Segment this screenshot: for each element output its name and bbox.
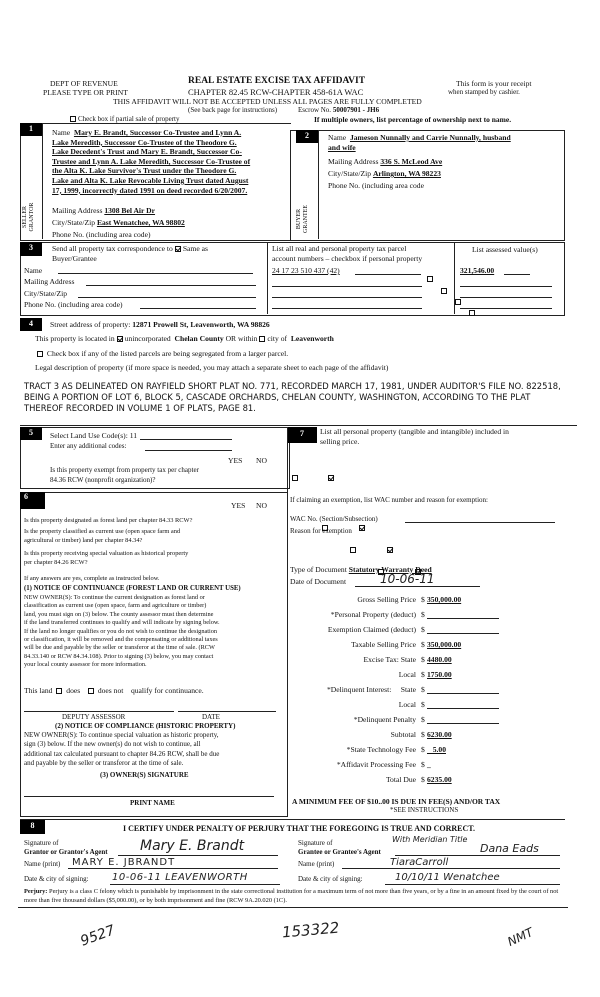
partial-sale-checkbox[interactable] [70,116,76,122]
additional-codes-label: Enter any additional codes: [50,442,127,450]
notice-of-compliance-title: (2) NOTICE OF COMPLIANCE (HISTORIC PROPERTY) [55,722,236,730]
currency-symbol: $ [421,610,425,619]
fee-value[interactable] [427,693,499,694]
personal-property-checkbox-1[interactable] [427,276,433,282]
fee-row [288,637,578,652]
fee-value[interactable] [427,618,499,619]
city-of-checkbox[interactable] [259,336,265,342]
fee-value[interactable]: 350,000.00 [427,595,462,604]
grantee-signature[interactable]: Dana Eads [480,842,539,855]
grantor-signature-label: Signature of Grantor or Grantor's Agent [24,839,108,856]
print-name-label: PRINT NAME [130,799,175,807]
fee-table [288,592,578,787]
fee-value[interactable]: 5.00 [427,745,446,754]
fee-label: Subtotal [390,730,416,739]
buyer-grantee-label: BUYER GRANTEE [296,205,309,233]
fee-row [288,667,578,682]
buyer-mailing-address-field[interactable]: Mailing Address 336 S. McLeod Ave [328,157,443,166]
notice-of-continuance-title: (1) NOTICE OF CONTINUANCE (FOREST LAND OR CURRENT USE) [24,585,241,592]
if-yes-instruction: If any answers are yes, complete as instructed below. [24,575,160,582]
correspondence-phone-input[interactable] [140,308,256,309]
parcel-number-2[interactable] [272,286,422,287]
fee-row [288,697,578,712]
section-1-number: 1 [20,123,42,136]
currency-symbol: $ [421,715,425,724]
correspondence-name-label: Name [24,266,43,275]
does-qualify-checkbox[interactable] [56,688,62,694]
legal-description-label: Legal description of property (if more space is needed, you may attach a separate sheet to each page of the affidavit) [35,363,389,372]
fee-label: Total Due [385,775,416,784]
fee-label: *State Technology Fee [346,745,416,754]
currency-symbol: $ [421,670,425,679]
parcel-number-1[interactable]: 24 17 23 510 437 (42) [272,266,340,275]
street-address-field[interactable]: Street address of property: 12871 Prowell St, Leavenworth, WA 98826 [50,320,270,329]
handwritten-note-left: 9527 [78,922,118,950]
divider [20,819,565,820]
seller-phone-field[interactable]: Phone No. (including area code) [52,230,151,239]
document-date-line [355,586,480,587]
divider [287,425,577,426]
section-3-number: 3 [20,242,42,256]
unincorporated-checkbox[interactable] [117,336,123,342]
fee-row [288,622,578,637]
grantee-printed-name[interactable]: TiaraCarroll [390,857,449,868]
section-5-number: 5 [20,427,42,440]
deputy-assessor-signature-line[interactable] [24,711,174,712]
exempt-no-checkbox[interactable] [328,475,334,481]
no-header: NO [256,456,267,465]
owner-signature-label: (3) OWNER(S) SIGNATURE [100,771,189,779]
grantor-date-label: Date & city of signing: [24,875,89,883]
buyer-city-field[interactable]: City/State/Zip Arlington, WA 98223 [328,169,441,178]
document-type-field[interactable]: Type of Document Statutory Warranty Deed [290,565,432,574]
fee-row [288,592,578,607]
fee-label: *Delinquent Interest: State [327,685,416,694]
assessed-line [504,274,530,275]
fee-row [288,757,578,772]
divider [42,123,43,239]
fee-row [288,742,578,757]
correspondence-name-input[interactable] [58,273,253,274]
fee-value[interactable]: 4480.00 [427,655,452,664]
grantor-name-line [68,868,278,869]
does-not-qualify-checkbox[interactable] [88,688,94,694]
send-correspondence-label: Send all property tax correspondence to Same as Buyer/Grantee [52,244,208,263]
fee-value[interactable]: _ [427,760,431,769]
see-instructions-note: *SEE INSTRUCTIONS [390,806,459,814]
correspondence-city-input[interactable] [78,297,256,298]
currency-symbol: $ [421,745,425,754]
perjury-notice: Perjury: Perjury is a class C felony which is punishable by imprisonment in the state correctional institution for a maximum term of not more than five years, or by a fine in an amount fixed by the court of not more than five thousand dollars ($5,000.00), or by both imprisonment and fine (RCW 9A.20.020 (1C). [24,888,559,904]
fee-label: Exemption Claimed (deduct) [327,625,416,634]
exempt-question: Is this property exempt from property tax per chapter 84.36 RCW (nonprofit organization)? [50,466,199,484]
currency-symbol: $ [421,730,425,739]
correspondence-city-label: City/State/Zip [24,289,68,298]
fee-label: *Personal Property (deduct) [330,610,416,619]
grantee-signature-label: Signature of Grantee or Grantee's Agent [298,839,381,856]
grantee-name-label: Name (print) [298,860,335,868]
section-6-number: 6 [20,492,45,509]
buyer-name-field[interactable]: Name Jameson Nunnally and Carrie Nunnally, husband and wife [328,133,511,152]
buyer-phone-field[interactable]: Phone No. (including area code [328,181,424,190]
handwritten-note-right: NMT [505,925,536,949]
currency-symbol: $ [421,775,425,784]
wac-number-input[interactable] [405,522,555,523]
certification-statement: I CERTIFY UNDER PENALTY OF PERJURY THAT THE FOREGOING IS TRUE AND CORRECT. [123,824,476,833]
seller-mailing-address-field[interactable]: Mailing Address 1308 Bel Air Dr [52,206,156,215]
fee-row [288,607,578,622]
assessed-value-3[interactable] [460,297,552,298]
receipt-note-2: when stamped by cashier. [448,88,520,96]
segregated-checkbox[interactable] [37,351,43,357]
escrow-number: Escrow No. 50007901 - JH6 [298,106,380,114]
section-2-number: 2 [296,130,318,143]
grantee-signature-line [395,855,560,856]
deputy-assessor-label: DEPUTY ASSESSOR [62,713,126,721]
minimum-fee-notice: A MINIMUM FEE OF $10..00 IS DUE IN FEE(S) AND/OR TAX [292,797,501,806]
fee-label: Local [398,700,416,709]
currency-symbol: $ [421,655,425,664]
exemption-prompt: If claiming an exemption, list WAC number and reason for exemption: [290,496,488,504]
segregated-option: Check box if any of the listed parcels are being segregated from a larger parcel. [35,349,288,359]
personal-property-checkbox-3[interactable] [455,299,461,305]
fee-value[interactable] [427,633,499,634]
currency-symbol: $ [421,685,425,694]
correspondence-mailing-label: Mailing Address [24,277,75,286]
parcel-line [355,274,421,275]
section-7-number: 7 [287,427,317,443]
yes-header: YES [228,456,243,465]
document-date-label: Date of Document [290,577,347,586]
currency-symbol: $ [421,625,425,634]
qualify-continuance: This land does does not qualify for continuance. [24,686,204,695]
exemption-reason-label: Reason for exemption [290,527,352,535]
grantee-date-line [385,884,560,885]
parcel-number-3[interactable] [272,297,422,298]
fee-row [288,652,578,667]
land-use-line [140,439,232,440]
fee-row [288,682,578,697]
currency-symbol: $ [421,595,425,604]
fee-row [288,772,578,787]
grantor-signature-line [118,855,278,856]
document-date-value[interactable]: 10-06-11 [380,572,435,586]
fee-label: Gross Selling Price [357,595,416,604]
assessed-value-header: List assessed value(s) [472,245,538,254]
receipt-note-1: This form is your receipt [456,79,532,88]
grantor-printed-name[interactable]: MARY E. JBRANDT [72,857,176,868]
assessor-date-line[interactable] [178,711,276,712]
correspondence-mailing-input[interactable] [86,285,256,286]
fee-value[interactable]: 350,000.00 [427,640,462,649]
fee-label: *Affidavit Processing Fee [336,760,416,769]
fee-label: Taxable Selling Price [351,640,416,649]
same-as-buyer-checkbox[interactable] [175,246,181,252]
divider [18,907,568,908]
fee-label: Excise Tax: State [363,655,416,664]
parcel-number-4[interactable] [272,308,422,309]
see-back-note: (See back page for instructions) [188,106,278,114]
section-4-number: 4 [20,318,42,331]
grantee-date-label: Date & city of signing: [298,875,363,883]
divider [267,242,268,314]
notice-of-continuance-text: NEW OWNER(S): To continue the current designation as forest land or classification as current use (open space, farm and agriculture or timber) land, you must sign on (3) below. The county assessor must then determine if the land transferred continues to qualify and will indicate by signing below. If the land no longer qualifies or you do not wish to continue the designation or classification, it will be removed and the compensating or additional taxes will be due and payable by the seller or transferor at the time of sale. (RCW 84.33.140 or RCW 84.34.108). Prior to signing (3) below, you may contact your local county assessor for more information. [24,594,220,669]
currency-symbol: $ [421,760,425,769]
additional-codes-input[interactable] [145,450,232,451]
currency-symbol: $ [421,640,425,649]
yes-header-6: YES [231,501,246,510]
grantor-signature[interactable]: Mary E. Brandt [140,838,245,854]
fee-value[interactable] [427,723,499,724]
no-header-6: NO [256,501,267,510]
completion-warning: THIS AFFIDAVIT WILL NOT BE ACCEPTED UNLESS ALL PAGES ARE FULLY COMPLETED [113,97,422,106]
grantor-date-city[interactable]: 10-06-11 LEAVENWORTH [112,872,248,883]
seller-grantor-label: SELLER GRANTOR [22,202,35,232]
fee-value[interactable]: 1750.00 [427,670,452,679]
wac-number-label: WAC No. (Section/Subsection) [290,515,378,523]
current-use-no-checkbox[interactable] [387,547,393,553]
form-chapter: CHAPTER 82.45 RCW-CHAPTER 458-61A WAC [188,87,364,97]
type-or-print: PLEASE TYPE OR PRINT [43,88,128,97]
correspondence-phone-label: Phone No. (including area code) [24,300,123,309]
assessed-value-2[interactable] [460,286,552,287]
handwritten-note-center: 153322 [281,918,340,942]
date-label: DATE [202,713,220,721]
fee-row [288,727,578,742]
fee-label: Local [398,670,416,679]
forest-no-checkbox[interactable] [359,525,365,531]
personal-property-prompt: List all personal property (tangible and intangible) included in selling price. [320,427,509,446]
grantee-agent-note: With Meridian Title [392,835,468,844]
grantor-date-line [110,884,280,885]
grantor-name-label: Name (print) [24,860,61,868]
grantee-date-city[interactable]: 10/10/11 Wenatchee [395,872,500,883]
owner-signature-line[interactable] [24,796,274,797]
currency-symbol: $ [421,700,425,709]
historical-property-question: Is this property receiving special valuation as historical property per chapter 84.26 RCW? [24,550,189,566]
property-location: This property is located in unincorporated Chelan County OR within city of Leavenworth [35,334,334,343]
fee-row [288,712,578,727]
land-use-code-field[interactable]: Select Land Use Code(s): 11 [50,431,138,440]
assessed-value-4[interactable] [460,308,552,309]
fee-value[interactable]: 6230.00 [427,730,452,739]
forest-land-question: Is this property designated as forest land per chapter 84.33 RCW? [24,517,193,524]
parcel-header: List all real and personal property tax parcel account numbers – checkbox if personal property [272,244,423,263]
assessed-value-1[interactable]: 321,546.00 [460,266,495,275]
current-use-question: Is the property classified as current use (open space farm and agricultural or timber) land per chapter 84.34? [24,528,181,544]
exempt-yes-checkbox[interactable] [292,475,298,481]
seller-name-field[interactable]: Name Mary E. Brandt, Successor Co-Trustee and Lynn A. Lake Meredith, Successor Co-Trustee of the Theodore G. Lake Decedent's Trust and Mary E. Brandt, Successor Co- Trustee and Lynn A. Lake Meredith, Successor Co-Trustee of the Alta K. Lake Survivor's Trust under the Theodore G. Lake and Alta K. Lake Revocable Living Trust dated August 17, 1999, incorrectly dated 1991 on deed recorded 6/20/2007. [52,128,251,195]
personal-property-checkbox-4[interactable] [469,310,475,316]
divider [318,130,319,239]
partial-sale-option: Check box if partial sale of property [68,115,179,125]
form-title: REAL ESTATE EXCISE TAX AFFIDAVIT [188,76,366,86]
fee-label: *Delinquent Penalty [353,715,416,724]
divider [20,425,290,426]
notice-of-compliance-text: NEW OWNER(S): To continue special valuation as historic property, sign (3) below. If the new owner(s) do not wish to continue, all additional tax calculated pursuant to chapter 84.26 RCW, shall be due and payable by the seller or transferor at the time of sale. [24,731,220,767]
dept-of-revenue: DEPT OF REVENUE [50,79,118,88]
grantee-name-line [342,868,560,869]
seller-city-field[interactable]: City/State/Zip East Wenatchee, WA 98802 [52,218,185,227]
fee-value[interactable]: 6235.00 [427,775,452,784]
section-8-number: 8 [20,820,45,834]
legal-description-text: TRACT 3 AS DELINEATED ON RAYFIELD SHORT PLAT NO. 771, RECORDED MARCH 17, 1981, UNDER AUDITOR'S FILE NO. 822518, BEING A PORTION OF LOT 6, BLOCK 5, CASCADE ORCHARDS, CHELAN COUNTY, WASHINGTON, ACCORDING TO THE PLAT THEREOF RECORDED IN VOLUME 1 OF PLATS, PAGE 81. [24,381,561,413]
multiple-owners-note: If multiple owners, list percentage of ownership next to name. [314,115,512,124]
personal-property-checkbox-2[interactable] [441,288,447,294]
fee-value[interactable] [427,708,499,709]
current-use-yes-checkbox[interactable] [350,547,356,553]
